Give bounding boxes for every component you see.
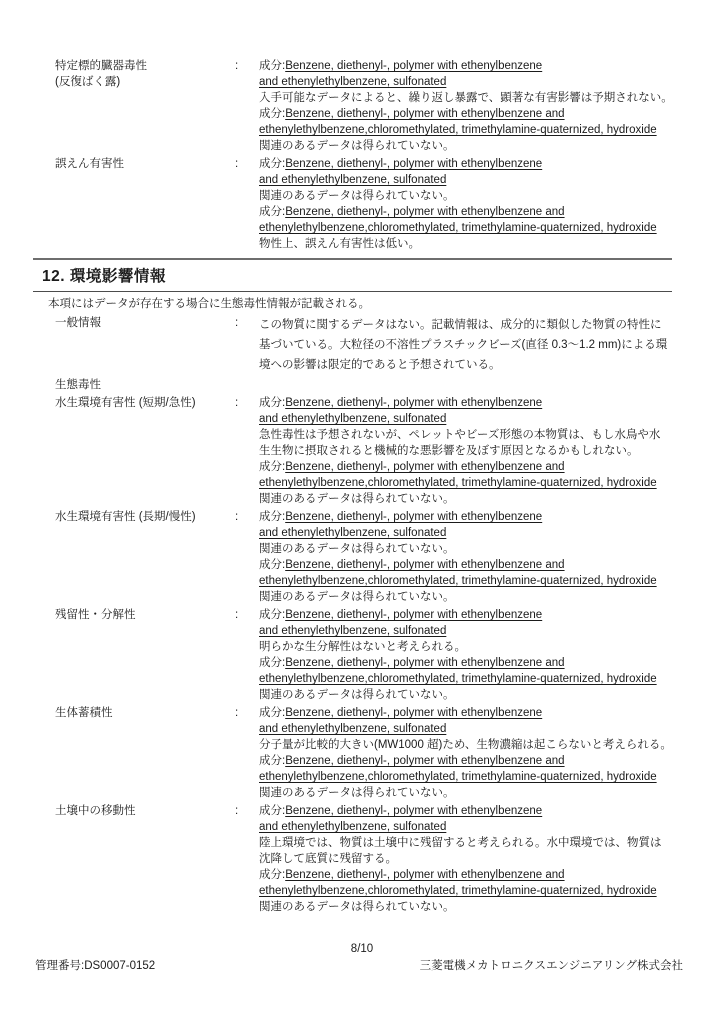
document-control-number: 管理番号:DS0007-0152 (35, 960, 156, 972)
component-name: Benzene, diethenyl-, polymer with ethenylbenzene (285, 60, 543, 72)
text-segment: 成分: (259, 657, 286, 669)
component-name: ethenylethylbenzene,chloromethylated, trimethylamine-quaternized, hydroxide (259, 575, 657, 587)
content-line (259, 188, 686, 204)
content-line (259, 220, 686, 236)
row-sublabel: (反復ばく露) (55, 76, 121, 88)
section-title: 12. 環境影響情報 (42, 268, 166, 285)
content-line (259, 835, 686, 851)
text-segment: 関連のあるデータは得られていない。 (259, 901, 455, 913)
text-segment: 成分: (259, 805, 286, 817)
component-group (259, 315, 686, 375)
content-line (259, 867, 686, 883)
component-name: Benzene, diethenyl-, polymer with ethenylbenzene and (285, 108, 565, 120)
content-line (259, 851, 686, 867)
row-content (259, 315, 686, 375)
row-label-column (55, 315, 235, 375)
data-row (0, 377, 724, 393)
text-segment: 明らかな生分解性はないと考えられる。 (259, 641, 466, 653)
section-12-header (33, 258, 672, 292)
row-label-column (55, 58, 235, 154)
content-line (259, 753, 686, 769)
component-name: and ethenylethylbenzene, sulfonated (259, 174, 447, 186)
content-line (259, 395, 686, 411)
text-segment: 成分: (259, 206, 286, 218)
content-line (259, 138, 686, 154)
row-content (259, 58, 686, 154)
row-label-column (55, 395, 235, 507)
component-group (259, 803, 686, 867)
component-name: Benzene, diethenyl-, polymer with ethenylbenzene and (285, 461, 565, 473)
content-line (259, 607, 686, 623)
content-line (259, 411, 686, 427)
text-segment: 生生物に摂取されると機械的な悪影響を及ぼす原因となるかもしれない。 (259, 445, 639, 457)
content-line (259, 785, 686, 801)
component-name: Benzene, diethenyl-, polymer with ethenylbenzene (285, 158, 543, 170)
toxicology-rows (0, 58, 724, 254)
content-line (259, 573, 686, 589)
row-label-column (55, 156, 235, 252)
text-segment: 成分: (259, 60, 286, 72)
component-name: Benzene, diethenyl-, polymer with ethenylbenzene and (285, 206, 565, 218)
row-content (259, 607, 686, 703)
data-row (0, 509, 724, 605)
component-name: and ethenylethylbenzene, sulfonated (259, 76, 447, 88)
text-segment: この物質に関するデータはない。記載情報は、成分的に類似した物質の特性に (259, 319, 662, 331)
content-line (259, 475, 686, 491)
row-label: 水生環境有害性 (短期/急性) (55, 397, 196, 409)
content-line (259, 589, 686, 605)
component-name: ethenylethylbenzene,chloromethylated, trimethylamine-quaternized, hydroxide (259, 673, 657, 685)
row-label-column (55, 377, 235, 393)
component-group (259, 459, 686, 507)
data-row (0, 315, 724, 375)
component-name: Benzene, diethenyl-, polymer with ethenylbenzene and (285, 869, 565, 881)
component-name: Benzene, diethenyl-, polymer with ethenylbenzene (285, 511, 543, 523)
content-line (259, 819, 686, 835)
component-name: and ethenylethylbenzene, sulfonated (259, 625, 447, 637)
row-label-column (55, 509, 235, 605)
component-group (259, 58, 686, 106)
row-content (259, 395, 686, 507)
row-colon: : (235, 805, 239, 817)
content-line (259, 335, 686, 355)
content-line (259, 769, 686, 785)
component-name: ethenylethylbenzene,chloromethylated, trimethylamine-quaternized, hydroxide (259, 124, 657, 136)
text-segment: 成分: (259, 511, 286, 523)
component-group (259, 753, 686, 801)
content-line (259, 687, 686, 703)
component-group (259, 395, 686, 459)
text-segment: 成分: (259, 707, 286, 719)
component-name: Benzene, diethenyl-, polymer with ethenylbenzene and (285, 657, 565, 669)
content-line (259, 623, 686, 639)
text-segment: 関連のあるデータは得られていない。 (259, 140, 455, 152)
component-group (259, 867, 686, 915)
content-line (259, 74, 686, 90)
row-label-column (55, 705, 235, 801)
data-row (0, 395, 724, 507)
row-colon: : (235, 707, 239, 719)
text-segment: 分子量が比較的大きい(MW1000 超)ため、生物濃縮は起こらないと考えられる。 (259, 739, 672, 751)
text-segment: 関連のあるデータは得られていない。 (259, 787, 455, 799)
text-segment: 成分: (259, 158, 286, 170)
component-name: ethenylethylbenzene,chloromethylated, trimethylamine-quaternized, hydroxide (259, 477, 657, 489)
row-label-column (55, 607, 235, 703)
text-segment: 成分: (259, 461, 286, 473)
component-name: Benzene, diethenyl-, polymer with ethenylbenzene (285, 609, 543, 621)
content-line (259, 721, 686, 737)
row-colon: : (235, 317, 239, 329)
content-line (259, 172, 686, 188)
row-colon: : (235, 511, 239, 523)
content-line (259, 525, 686, 541)
content-line (259, 639, 686, 655)
content-line (259, 509, 686, 525)
row-label: 特定標的臓器毒性 (55, 60, 147, 72)
data-row (0, 607, 724, 703)
component-name: Benzene, diethenyl-, polymer with ethenylbenzene (285, 805, 543, 817)
text-segment: 沈降して底質に残留する。 (259, 853, 397, 865)
row-content (259, 377, 686, 393)
content-line (259, 671, 686, 687)
component-name: Benzene, diethenyl-, polymer with ethenylbenzene and (285, 755, 565, 767)
text-segment: 成分: (259, 108, 286, 120)
content-line (259, 427, 686, 443)
content-line (259, 355, 686, 375)
content-line (259, 803, 686, 819)
content-line (259, 899, 686, 915)
content-line (259, 443, 686, 459)
company-name: 三菱電機メカトロニクスエンジニアリング株式会社 (419, 960, 683, 972)
data-row (0, 705, 724, 801)
row-label: 土壌中の移動性 (55, 805, 136, 817)
text-segment: 関連のあるデータは得られていない。 (259, 591, 455, 603)
component-name: Benzene, diethenyl-, polymer with ethenylbenzene (285, 707, 543, 719)
row-label: 生体蓄積性 (55, 707, 113, 719)
text-segment: 基づいている。大粒径の不溶性プラスチックビーズ(直径 0.3〜1.2 mm)による環 (259, 339, 668, 351)
component-name: and ethenylethylbenzene, sulfonated (259, 527, 447, 539)
content-line (259, 204, 686, 220)
content-line (259, 883, 686, 899)
text-segment: 成分: (259, 559, 286, 571)
component-group (259, 156, 686, 204)
content-line (259, 122, 686, 138)
component-group (259, 655, 686, 703)
content-line (259, 705, 686, 721)
row-label: 水生環境有害性 (長期/慢性) (55, 511, 196, 523)
section-intro-text: 本項にはデータが存在する場合に生態毒性情報が記載される。 (48, 298, 370, 310)
component-group (259, 106, 686, 154)
component-group (259, 509, 686, 557)
component-group (259, 204, 686, 252)
environment-rows (0, 315, 724, 917)
data-row (0, 803, 724, 915)
row-colon: : (235, 609, 239, 621)
component-name: Benzene, diethenyl-, polymer with ethenylbenzene (285, 397, 543, 409)
text-segment: 入手可能なデータによると、繰り返し暴露で、顕著な有害影響は予期されない。 (259, 92, 673, 104)
component-name: Benzene, diethenyl-, polymer with ethenylbenzene and (285, 559, 565, 571)
row-content (259, 156, 686, 252)
page-footer (0, 941, 724, 974)
text-segment: 成分: (259, 755, 286, 767)
data-row (0, 156, 724, 252)
content-line (259, 236, 686, 252)
row-colon: : (235, 397, 239, 409)
row-colon: : (235, 158, 239, 170)
content-line (259, 58, 686, 74)
row-label: 一般情報 (55, 317, 101, 329)
content-line (259, 106, 686, 122)
content-line (259, 655, 686, 671)
footer-row (0, 958, 724, 974)
row-content (259, 509, 686, 605)
row-colon (235, 377, 259, 393)
component-name: ethenylethylbenzene,chloromethylated, trimethylamine-quaternized, hydroxide (259, 222, 657, 234)
content-line (259, 90, 686, 106)
content-line (259, 541, 686, 557)
content-line (259, 491, 686, 507)
data-row (0, 58, 724, 154)
component-name: and ethenylethylbenzene, sulfonated (259, 413, 447, 425)
component-group (259, 705, 686, 753)
row-label: 生態毒性 (55, 379, 101, 391)
text-segment: 関連のあるデータは得られていない。 (259, 689, 455, 701)
component-name: ethenylethylbenzene,chloromethylated, trimethylamine-quaternized, hydroxide (259, 771, 657, 783)
content-line (259, 737, 686, 753)
text-segment: 関連のあるデータは得られていない。 (259, 543, 455, 555)
text-segment: 関連のあるデータは得られていない。 (259, 190, 455, 202)
row-label-column (55, 803, 235, 915)
text-segment: 成分: (259, 609, 286, 621)
component-name: and ethenylethylbenzene, sulfonated (259, 723, 447, 735)
component-name: ethenylethylbenzene,chloromethylated, trimethylamine-quaternized, hydroxide (259, 885, 657, 897)
component-group (259, 607, 686, 655)
text-segment: 陸上環境では、物質は土壌中に残留すると考えられる。水中環境では、物質は (259, 837, 662, 849)
text-segment: 成分: (259, 397, 286, 409)
row-colon: : (235, 60, 239, 72)
row-content (259, 705, 686, 801)
text-segment: 成分: (259, 869, 286, 881)
component-group (259, 557, 686, 605)
component-name: and ethenylethylbenzene, sulfonated (259, 821, 447, 833)
row-label: 残留性・分解性 (55, 609, 136, 621)
content-line (259, 315, 686, 335)
text-segment: 関連のあるデータは得られていない。 (259, 493, 455, 505)
text-segment: 物性上、誤えん有害性は低い。 (259, 238, 420, 250)
content-line (259, 557, 686, 573)
content-line (259, 459, 686, 475)
row-content (259, 803, 686, 915)
text-segment: 急性毒性は予想されないが、ペレットやビーズ形態の本物質は、もし水鳥や水 (259, 429, 661, 441)
page-number: 8/10 (350, 943, 374, 955)
content-line (259, 156, 686, 172)
row-label: 誤えん有害性 (55, 158, 124, 170)
text-segment: 境への影響は限定的であると予想されている。 (259, 359, 501, 371)
